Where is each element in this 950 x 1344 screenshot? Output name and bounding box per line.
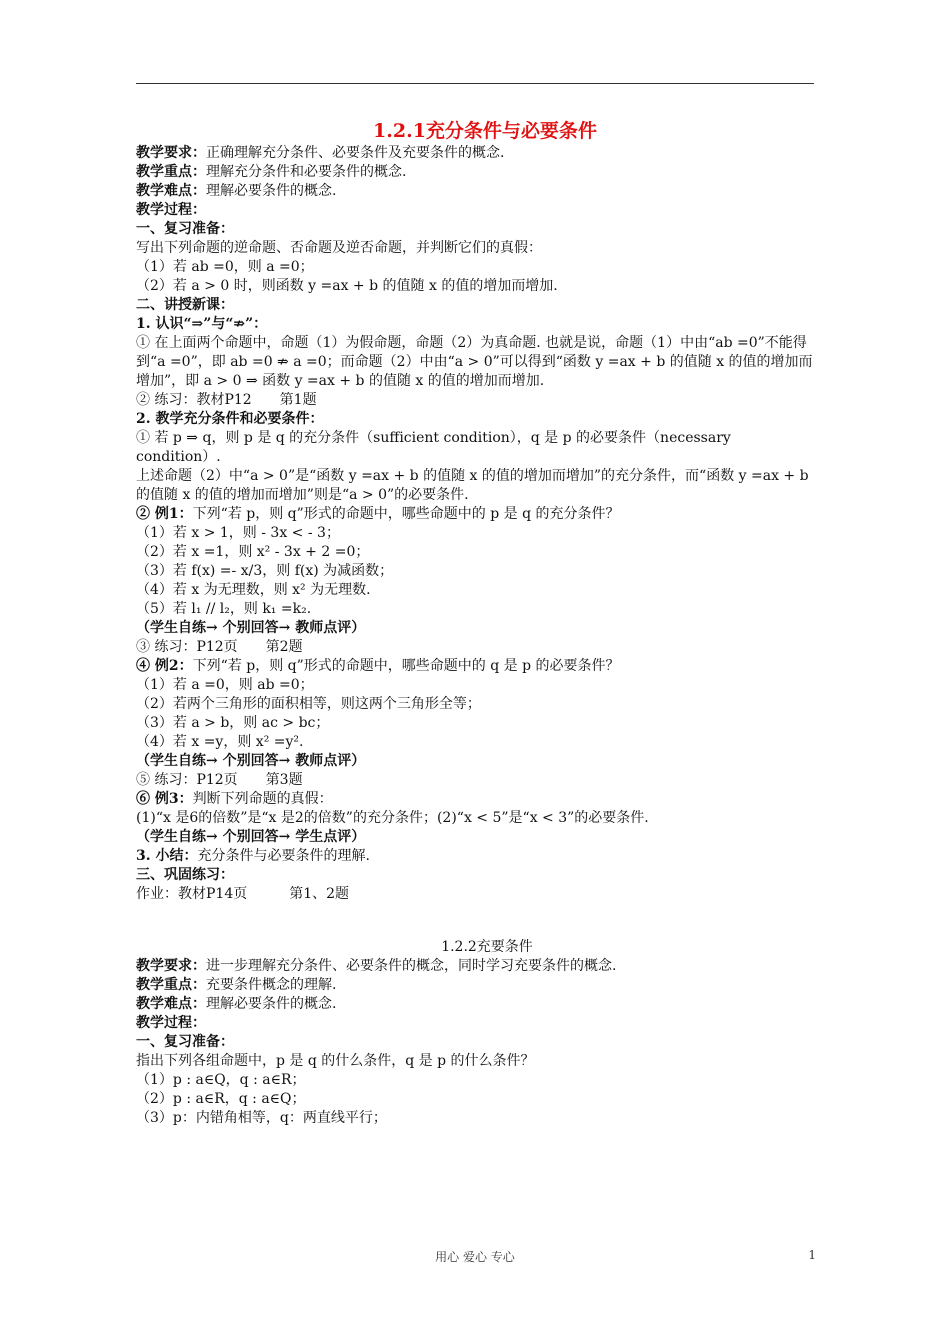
text-line [136, 1109, 818, 1128]
text-line [136, 600, 818, 619]
line-text: （1）若 ab =0，则 a =0； [136, 259, 314, 275]
text-line [136, 144, 818, 163]
text-line [136, 410, 818, 429]
line-text: （5）若 l₁ // l₂，则 k₁ =k₂. [136, 601, 312, 617]
line-text: 理解充分条件和必要条件的概念. [206, 164, 407, 180]
line-text: 写出下列命题的逆命题、否命题及逆否命题，并判断它们的真假： [136, 240, 542, 256]
footer-text: 用心 爱心 专心 [435, 1250, 515, 1264]
line-label: 一、复习准备： [136, 1034, 234, 1050]
line-text: 正确理解充分条件、必要条件及充要条件的概念. [206, 145, 505, 161]
line-text: （2）p : a∈R，q : a∈Q； [136, 1091, 306, 1107]
line-label: ② 例1： [136, 506, 193, 522]
line-text: ① 在上面两个命题中，命题（1）为假命题，命题（2）为真命题. 也就是说，命题（1）中由“ab =0”不能得到“a =0”，即 ab =0 ⇏ a =0；而命题（2）中由“a > 0”可以得到“函数 y =ax + b 的值随 x 的值的增加而增加”，即 a > 0 ⇒ 函数 y =ax + b 的值随 x 的值的增加而增加. [136, 335, 813, 389]
line-label: （学生自练→ 个别回答→ 教师点评） [136, 753, 366, 769]
header-rule [136, 83, 814, 84]
text-line [136, 467, 818, 505]
line-text: 指出下列各组命题中，p 是 q 的什么条件，q 是 p 的什么条件？ [136, 1053, 535, 1069]
line-label: 3. 小结： [136, 848, 198, 864]
line-text: （1）p : a∈Q，q : a∈R； [136, 1072, 306, 1088]
text-line [136, 1071, 818, 1090]
line-label: 一、复习准备： [136, 221, 234, 237]
text-line [136, 334, 818, 391]
lesson1-lines [136, 144, 818, 904]
line-label: 教学要求： [136, 958, 206, 974]
line-label: ⑥ 例3： [136, 791, 193, 807]
line-text: 理解必要条件的概念. [206, 183, 337, 199]
line-text: 下列“若 p，则 q”形式的命题中，哪些命题中的 p 是 q 的充分条件？ [192, 506, 620, 522]
text-line [136, 809, 818, 828]
text-line [136, 676, 818, 695]
line-text: ② 练习：教材P12 第1题 [136, 392, 317, 408]
line-label: ④ 例2： [136, 658, 193, 674]
line-text: （1）若 x > 1，则 - 3x < - 3； [136, 525, 340, 541]
line-label: 2. 教学充分条件和必要条件： [136, 411, 324, 427]
text-line [136, 524, 818, 543]
line-text: （3）若 f(x) =- x/3，则 f(x) 为减函数； [136, 563, 394, 579]
line-text: 充分条件与必要条件的理解. [197, 848, 370, 864]
line-text: （1）若 a =0，则 ab =0； [136, 677, 314, 693]
text-line [136, 239, 818, 258]
line-text: 理解必要条件的概念. [206, 996, 337, 1012]
text-line [136, 695, 818, 714]
line-label: （学生自练→ 个别回答→ 学生点评） [136, 829, 366, 845]
section-gap [136, 904, 818, 938]
line-text: （4）若 x =y，则 x² =y². [136, 734, 304, 750]
text-line [136, 866, 818, 885]
document-body [136, 118, 818, 1128]
line-text: ① 若 p ⇒ q，则 p 是 q 的充分条件（sufficient condition），q 是 p 的必要条件（necessary condition）. [136, 430, 731, 465]
line-label: 教学难点： [136, 183, 206, 199]
text-line [136, 543, 818, 562]
text-line [136, 505, 818, 524]
text-line [136, 1033, 818, 1052]
text-line [136, 790, 818, 809]
text-line [136, 1052, 818, 1071]
text-line [136, 296, 818, 315]
text-line [136, 733, 818, 752]
text-line [136, 201, 818, 220]
line-text: （2）若 a > 0 时，则函数 y =ax + b 的值随 x 的值的增加而增加. [136, 278, 558, 294]
text-line [136, 258, 818, 277]
lesson2-lines [136, 957, 818, 1128]
text-line [136, 429, 818, 467]
line-text: 判断下列命题的真假： [192, 791, 333, 807]
line-label: 教学过程： [136, 202, 206, 218]
text-line [136, 976, 818, 995]
text-line [136, 638, 818, 657]
text-line [136, 1090, 818, 1109]
text-line [136, 562, 818, 581]
page-number: 1 [808, 1248, 816, 1262]
text-line [136, 885, 818, 904]
line-label: 教学难点： [136, 996, 206, 1012]
text-line [136, 995, 818, 1014]
line-text: （2）若 x =1，则 x² - 3x + 2 =0； [136, 544, 370, 560]
line-text: ⑤ 练习：P12页 第3题 [136, 772, 303, 788]
text-line [136, 1014, 818, 1033]
line-text: 进一步理解充分条件、必要条件的概念，同时学习充要条件的概念. [206, 958, 617, 974]
line-text: 下列“若 p，则 q”形式的命题中，哪些命题中的 q 是 p 的必要条件？ [192, 658, 620, 674]
line-label: （学生自练→ 个别回答→ 教师点评） [136, 620, 366, 636]
line-label: 三、巩固练习： [136, 867, 234, 883]
line-label: 教学重点： [136, 977, 206, 993]
text-line [136, 657, 818, 676]
line-text: 上述命题（2）中“a > 0”是“函数 y =ax + b 的值随 x 的值的增加而增加”的充分条件，而“函数 y =ax + b 的值随 x 的值的增加而增加”则是“a > 0”的必要条件. [136, 468, 809, 503]
lesson2-title: 1.2.2充要条件 [441, 939, 533, 955]
text-line [136, 315, 818, 334]
line-text: （4）若 x 为无理数，则 x² 为无理数. [136, 582, 371, 598]
text-line [136, 828, 818, 847]
text-line [136, 752, 818, 771]
text-line [136, 163, 818, 182]
text-line [136, 220, 818, 239]
line-label: 教学重点： [136, 164, 206, 180]
text-line [136, 391, 818, 410]
line-label: 教学要求： [136, 145, 206, 161]
line-text: 充要条件概念的理解. [206, 977, 337, 993]
line-text: (1)“x 是6的倍数”是“x 是2的倍数”的充分条件；(2)“x < 5”是“x < 3”的必要条件. [136, 810, 649, 826]
text-line [136, 581, 818, 600]
lesson1-title: 1.2.1充分条件与必要条件 [373, 120, 597, 142]
text-line [136, 182, 818, 201]
line-label: 教学过程： [136, 1015, 206, 1031]
line-text: （3）若 a > b，则 ac > bc； [136, 715, 330, 731]
text-line [136, 957, 818, 976]
text-line [136, 277, 818, 296]
line-label: 二、讲授新课： [136, 297, 234, 313]
text-line [136, 619, 818, 638]
line-text: ③ 练习：P12页 第2题 [136, 639, 303, 655]
line-text: （2）若两个三角形的面积相等，则这两个三角形全等； [136, 696, 481, 712]
line-text: 作业：教材P14页 第1、2题 [136, 886, 350, 902]
text-line [136, 714, 818, 733]
text-line [136, 847, 818, 866]
text-line [136, 771, 818, 790]
line-label: 1. 认识“⇒”与“⇏”： [136, 316, 268, 332]
line-text: （3）p：内错角相等，q：两直线平行； [136, 1110, 387, 1126]
